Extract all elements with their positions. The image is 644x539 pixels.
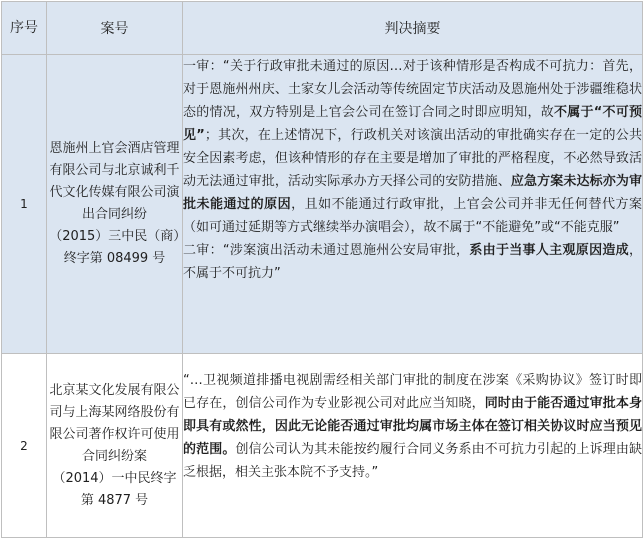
summary-text: “…卫视频道排播电视剧需经相关部门审批的制度在涉案《采购协议》签订时即已存在，创信公司作为专业影视公司对此应当知晓， [183, 373, 642, 411]
summary-bold: 不属于“不可预见” [183, 105, 642, 143]
first-instance-summary [183, 55, 642, 239]
case-name: 恩施州上官会酒店管理有限公司与北京诚利千代文化传媒有限公司演出合同纠纷 [49, 141, 180, 222]
row-number: 2 [2, 354, 47, 538]
summary-text: 二审：“涉案演出活动未通过恩施州公安局审批， [183, 243, 470, 258]
table-row [2, 55, 643, 354]
header-no: 序号 [2, 2, 47, 55]
case-name: 北京某文化发展有限公司与上海某网络股份有限公司著作权许可使用合同纠纷案 [49, 382, 180, 464]
row-number: 1 [2, 55, 47, 354]
case-cell [47, 354, 183, 538]
case-number: （2015）三中民（商）终字第 08499 号 [49, 229, 180, 266]
second-instance-summary [183, 239, 642, 285]
summary-text: ，且如不能通过行政审批，上官会公司并非无任何替代方案（如可通过延期等方式继续举办演唱会），故不属于“不能避免”或“不能克服” [183, 197, 642, 235]
summary-text: 一审：“关于行政审批未通过的原因…对于该种情形是否构成不可抗力：首先，对于恩施州州庆、土家女儿会活动等传统固定节庆活动及恩施州处于涉疆维稳状态的情况，双方特别是上官会公司在签订合同之时即应明知，故 [183, 59, 642, 120]
table-row [2, 354, 643, 538]
summary-bold: 应急方案未达标亦为审批未能通过的原因 [183, 174, 642, 212]
summary-cell [183, 354, 643, 538]
case-cell [47, 55, 183, 354]
header-case: 案号 [47, 2, 183, 55]
summary-text: 创信公司认为其未能按约履行合同义务系由不可抗力引起的上诉理由缺乏根据，相关主张本院不予支持。” [183, 442, 642, 480]
summary-bold: 同时由于能否通过审批本身即具有或然性，因此无论能否通过审批均属市场主体在签订相关协议时应当预见的范围。 [183, 396, 642, 457]
header-summary: 判决摘要 [183, 2, 643, 55]
summary-text: ；其次，在上述情况下，行政机关对该演出活动的审批确实存在一定的公共安全因素考虑，但该种情形的存在主要是增加了审批的严格程度，不必然导致活动无法通过审批，活动实际承办方天择公司的安防措施、 [183, 128, 642, 189]
judgment-summary [183, 354, 642, 484]
summary-cell [183, 55, 643, 354]
judgment-table [1, 1, 643, 538]
header-row [2, 2, 643, 55]
case-number: （2014）一中民终字第 4877 号 [52, 470, 177, 508]
summary-bold: 系由于当事人主观原因造成 [469, 243, 629, 258]
summary-text: ，不属于不可抗力” [183, 243, 642, 281]
